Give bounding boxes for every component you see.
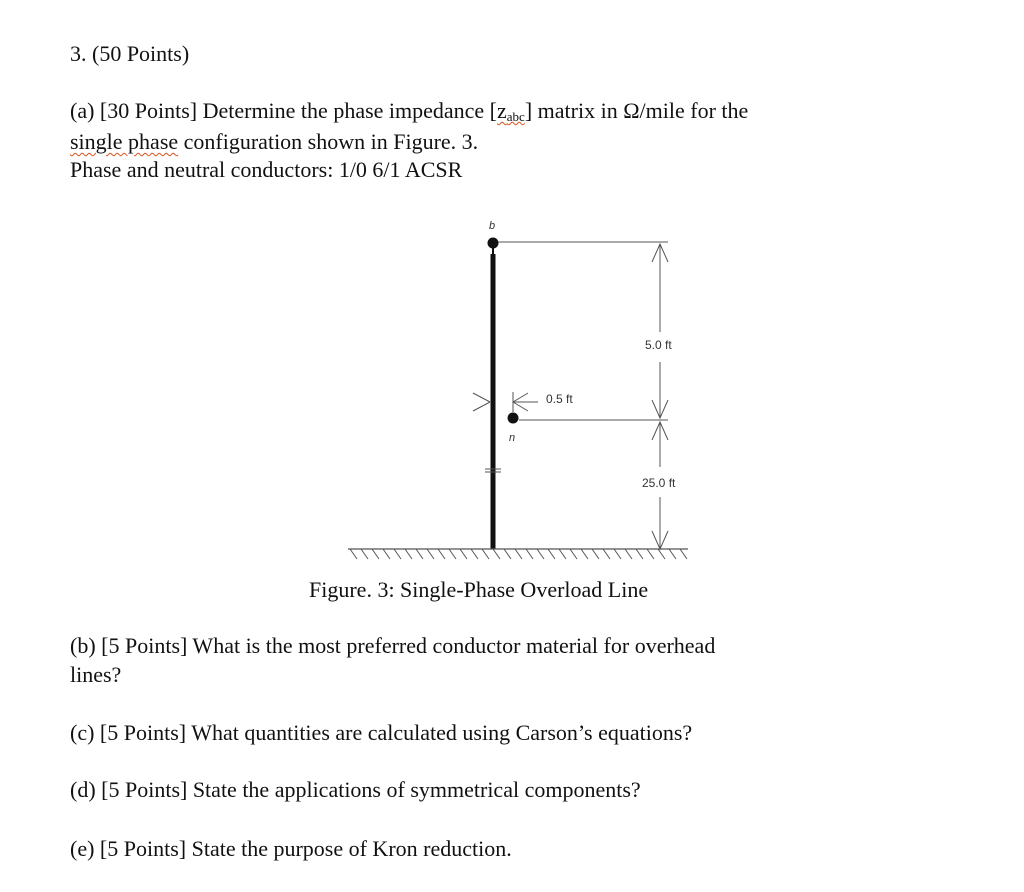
part-a-line-3: Phase and neutral conductors: 1/0 6/1 ACSR	[70, 157, 463, 182]
matrix-symbol	[497, 98, 525, 123]
ground-hatch-mark	[372, 549, 379, 559]
offset-dimension-label: 0.5 ft	[546, 392, 573, 406]
phase-conductor-b	[488, 238, 499, 249]
ground-hatch-mark	[427, 549, 434, 559]
single-phase-term: single phase	[70, 129, 179, 154]
ground-hatch-mark	[647, 549, 654, 559]
part-b-line-1: (b) [5 Points] What is the most preferred conductor material for overhead	[70, 633, 716, 658]
ground-hatch-mark	[460, 549, 467, 559]
part-a-line-2	[70, 128, 478, 156]
ground-hatch-mark	[482, 549, 489, 559]
neutral-label: n	[509, 432, 516, 444]
ground-hatch-mark	[504, 549, 511, 559]
ground-hatch-mark	[548, 549, 555, 559]
ground-hatch-mark	[405, 549, 412, 559]
ground-hatch-mark	[526, 549, 533, 559]
ground-hatch-mark	[515, 549, 522, 559]
ground-hatch-mark	[669, 549, 676, 559]
neutral-conductor-n	[508, 413, 519, 424]
part-e-question: (e) [5 Points] State the purpose of Kron reduction.	[70, 836, 512, 861]
ground-hatch-mark	[658, 549, 665, 559]
ground-hatch-mark	[449, 549, 456, 559]
ground-hatch-mark	[581, 549, 588, 559]
ground-hatch-mark	[383, 549, 390, 559]
offset-arrow-left-a	[473, 393, 490, 402]
ground-hatch-mark	[394, 549, 401, 559]
part-a-suffix: ] matrix in Ω/mile for the	[524, 98, 749, 123]
ground-hatch-mark	[438, 549, 445, 559]
ground-hatch-mark	[636, 549, 643, 559]
offset-arrow-left-b	[473, 402, 490, 411]
ground-hatch-mark	[471, 549, 478, 559]
ground-hatch-mark	[361, 549, 368, 559]
ground-hatch-mark	[493, 549, 500, 559]
ground-hatch-mark	[537, 549, 544, 559]
offset-arrow-right-b	[513, 402, 528, 411]
part-c-question: (c) [5 Points] What quantities are calculated using Carson’s equations?	[70, 720, 693, 745]
matrix-subscript: abc	[506, 109, 525, 124]
part-a-line-1	[70, 97, 748, 131]
problem-heading: 3. (50 Points)	[70, 41, 190, 66]
ground-hatch-mark	[350, 549, 357, 559]
ground-hatch-mark	[559, 549, 566, 559]
ground-hatching	[350, 549, 687, 559]
figure-caption: Figure. 3: Single-Phase Overload Line	[309, 577, 649, 602]
offset-arrow-right-a	[513, 393, 528, 402]
single-phase-line-figure	[340, 212, 700, 562]
ground-hatch-mark	[625, 549, 632, 559]
lower-dimension-label: 25.0 ft	[642, 476, 676, 490]
part-a-line-2-rest: configuration shown in Figure. 3.	[178, 129, 479, 154]
ground-hatch-mark	[592, 549, 599, 559]
ground-hatch-mark	[570, 549, 577, 559]
ground-hatch-mark	[614, 549, 621, 559]
ground-hatch-mark	[680, 549, 687, 559]
part-b-line-2: lines?	[70, 662, 122, 687]
phase-label: b	[489, 220, 496, 232]
upper-dimension-label: 5.0 ft	[645, 338, 672, 352]
ground-hatch-mark	[416, 549, 423, 559]
ground-hatch-mark	[603, 549, 610, 559]
part-a-prefix: (a) [30 Points] Determine the phase impedance [	[70, 98, 498, 123]
part-d-question: (d) [5 Points] State the applications of symmetrical components?	[70, 777, 641, 802]
matrix-z: z	[497, 98, 507, 123]
